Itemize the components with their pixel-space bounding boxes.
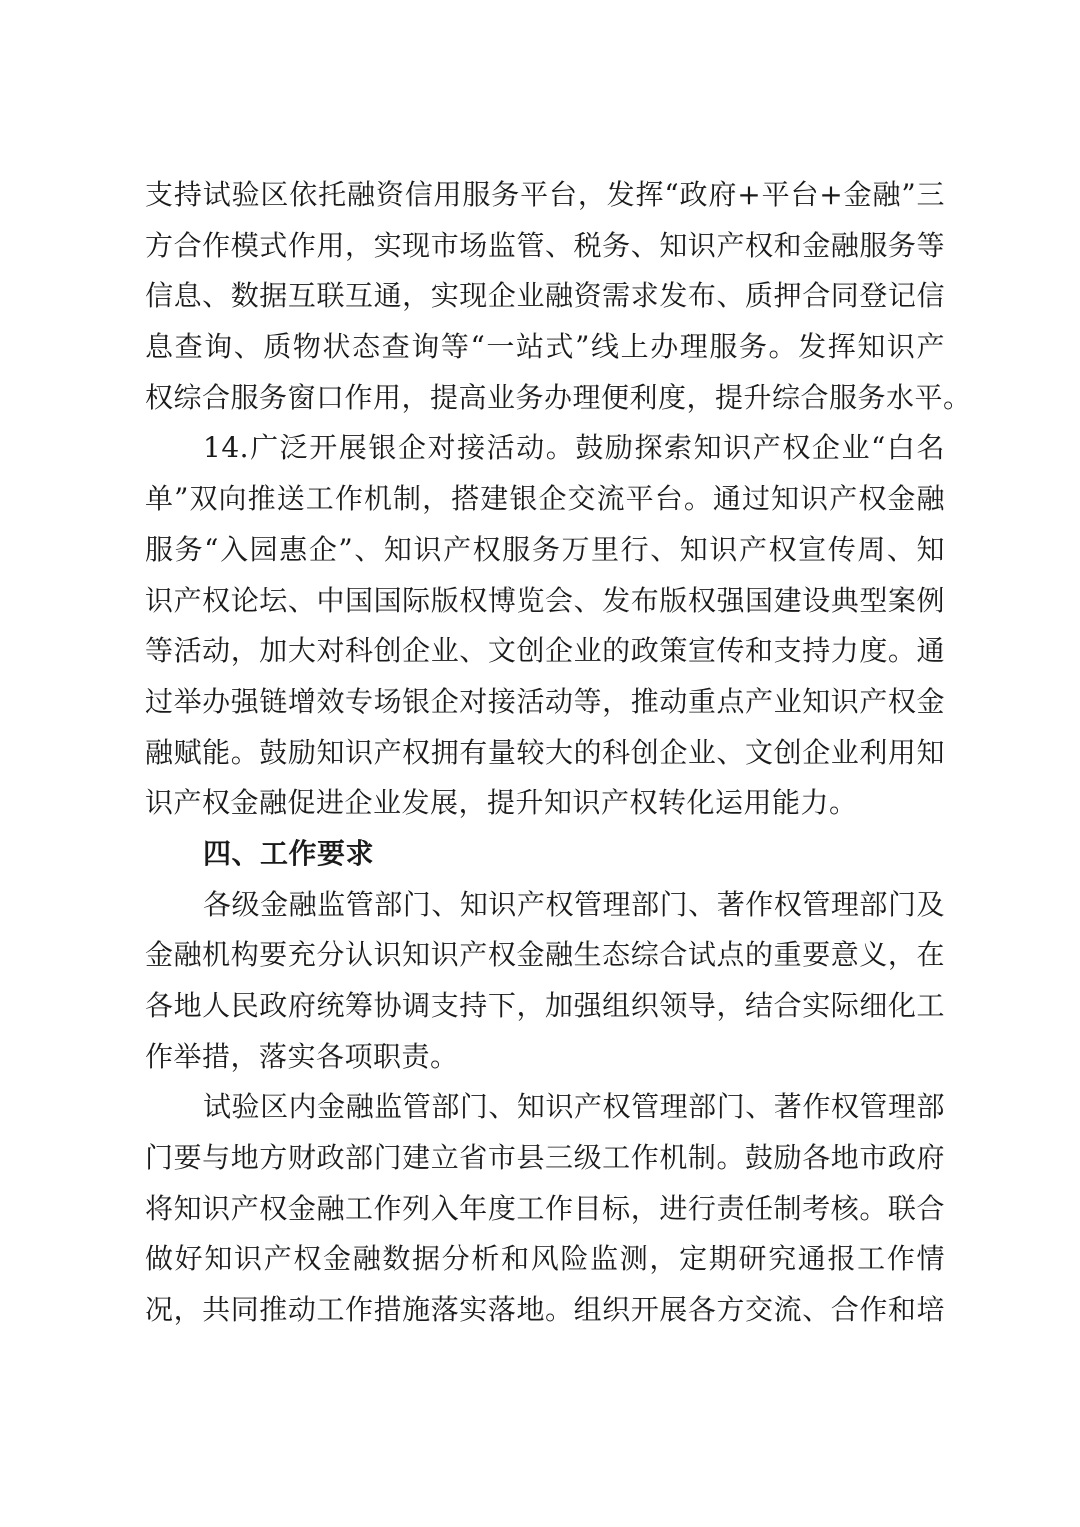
- text-line: 过举办强链增效专场银企对接活动等，推动重点产业知识产权金: [145, 684, 945, 718]
- text-line: 识产权论坛、中国国际版权博览会、发布版权强国建设典型案例: [145, 583, 945, 617]
- text-line: 作举措，落实各项职责。: [145, 1039, 459, 1073]
- text-line: 识产权金融促进企业发展，提升知识产权转化运用能力。: [145, 786, 858, 820]
- text-line: 支持试验区依托融资信用服务平台，发挥“政府+平台+金融”三: [145, 178, 945, 211]
- section-heading: 四、工作要求: [203, 836, 375, 870]
- text-line: 试验区内金融监管部门、知识产权管理部门、著作权管理部: [203, 1090, 945, 1124]
- text-line: 信息、数据互联互通，实现企业融资需求发布、质押合同登记信: [145, 279, 945, 313]
- text-line: 权综合服务窗口作用，提高业务办理便利度，提升综合服务水平。: [145, 380, 972, 414]
- text-line: 各级金融监管部门、知识产权管理部门、著作权管理部门及: [203, 887, 945, 921]
- text-line: 各地人民政府统筹协调支持下，加强组织领导，结合实际细化工: [145, 989, 945, 1022]
- text-line: 门要与地方财政部门建立省市县三级工作机制。鼓励各地市政府: [145, 1141, 945, 1175]
- text-line: 息查询、质物状态查询等“一站式”线上办理服务。发挥知识产: [145, 330, 945, 364]
- text-line: 做好知识产权金融数据分析和风险监测，定期研究通报工作情: [145, 1242, 945, 1276]
- text-line: 况，共同推动工作措施落实落地。组织开展各方交流、合作和培: [145, 1293, 945, 1327]
- text-line: 金融机构要充分认识知识产权金融生态综合试点的重要意义，在: [145, 938, 945, 972]
- text-line: 方合作模式作用，实现市场监管、税务、知识产权和金融服务等: [145, 228, 945, 262]
- text-line: 将知识产权金融工作列入年度工作目标，进行责任制考核。联合: [145, 1191, 945, 1225]
- document-page: [145, 170, 972, 1336]
- text-line: 融赋能。鼓励知识产权拥有量较大的科创企业、文创企业利用知: [145, 735, 945, 769]
- text-line: 14.广泛开展银企对接活动。鼓励探索知识产权企业“白名: [203, 431, 945, 465]
- text-line: 服务“入园惠企”、知识产权服务万里行、知识产权宣传周、知: [145, 532, 945, 566]
- text-line: 等活动，加大对科创企业、文创企业的政策宣传和支持力度。通: [145, 634, 945, 668]
- text-line: 单”双向推送工作机制，搭建银企交流平台。通过知识产权金融: [145, 482, 945, 516]
